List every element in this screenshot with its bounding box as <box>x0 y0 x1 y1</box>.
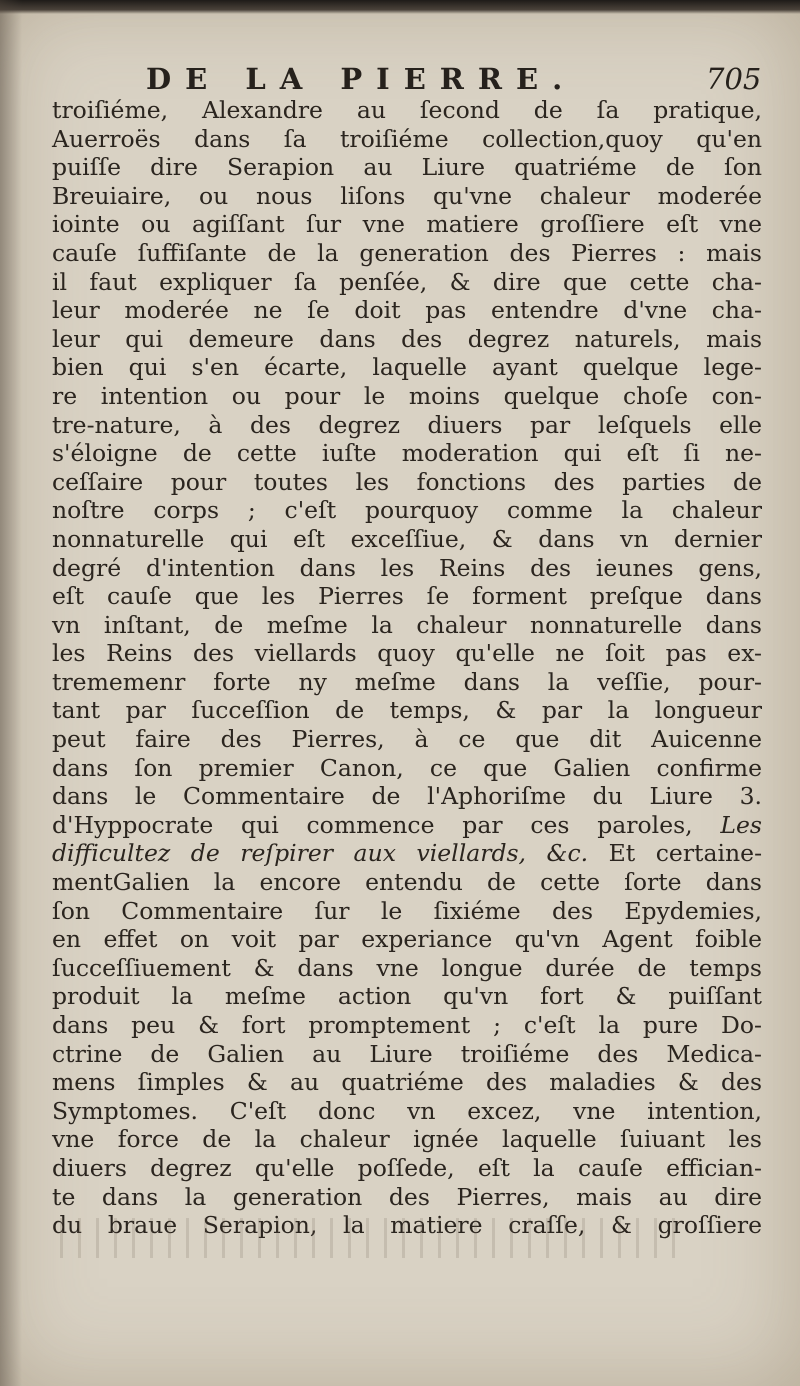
text-line <box>52 839 762 868</box>
text-line: il faut expliquer ſa penſée, & dire que cette cha- <box>52 267 762 296</box>
text-line: ſon Commentaire ſur le ſixiéme des Epydemies, <box>52 896 762 925</box>
text-line: Symptomes. C'eſt donc vn excez, vne intention, <box>52 1096 762 1125</box>
text-line: ceſſaire pour toutes les fonctions des parties de <box>52 467 762 496</box>
text-line: les Reins des viellards quoy qu'elle ne ſoit pas ex- <box>52 639 762 668</box>
text-line: diuers degrez qu'elle poſſede, eſt la cauſe effician- <box>52 1153 762 1182</box>
text-line: noſtre corps ; c'eſt pourquoy comme la chaleur <box>52 496 762 525</box>
text-line: ctrine de Galien au Liure troiſiéme des Medica- <box>52 1039 762 1068</box>
text-line: en effet on voit par experiance qu'vn Agent foible <box>52 925 762 954</box>
text-line: troiſiéme, Alexandre au ſecond de ſa pratique, <box>52 96 762 124</box>
text-line: trememenr forte ny meſme dans la veſſie, pour- <box>52 667 762 696</box>
text-line: peut faire des Pierres, à ce que dit Auicenne <box>52 725 762 754</box>
italic-quote: difficultez de reſpirer aux viellards, &c. <box>52 839 589 868</box>
text-line: ſucceſſiuement & dans vne longue durée de temps <box>52 953 762 982</box>
text-line: leur qui demeure dans des degrez naturels, mais <box>52 324 762 353</box>
body-text <box>52 96 762 1240</box>
text-line: bien qui s'en écarte, laquelle ayant quelque lege- <box>52 353 762 382</box>
text-line: mentGalien la encore entendu de cette ſorte dans <box>52 868 762 897</box>
text-line: leur moderée ne ſe doit pas entendre d'vne cha- <box>52 296 762 325</box>
page-number: 705 <box>706 62 762 96</box>
text-line: Breuiaire, ou nous liſons qu'vne chaleur moderée <box>52 181 762 210</box>
text-line: te dans la generation des Pierres, mais au dire <box>52 1182 762 1211</box>
running-head-title: DE LA PIERRE. <box>146 62 577 96</box>
text-line: Auerroës dans ſa troiſiéme collection,quoy qu'en <box>52 124 762 153</box>
text-line: vn inſtant, de meſme la chaleur nonnaturelle dans <box>52 610 762 639</box>
text-line: nonnaturelle qui eſt exceſſiue, & dans vn dernier <box>52 524 762 553</box>
text-line: tant par ſucceſſion de temps, & par la longueur <box>52 696 762 725</box>
text-line: puiſſe dire Serapion au Liure quatriéme de ſon <box>52 153 762 182</box>
text-line: produit la meſme action qu'vn fort & puiſſant <box>52 982 762 1011</box>
text-line-roman: Et certaine- <box>588 839 763 868</box>
text-line-roman: d'Hyppocrate qui commence par ces paroles, <box>52 810 721 839</box>
text-line: iointe ou agiſſant ſur vne matiere groſſiere eſt vne <box>52 210 762 239</box>
italic-quote-start: Les <box>720 810 762 839</box>
text-line: vne force de la chaleur ignée laquelle ſuiuant les <box>52 1125 762 1154</box>
text-line <box>52 811 762 840</box>
bleed-through-texture <box>60 1218 680 1258</box>
text-line: dans ſon premier Canon, ce que Galien confirme <box>52 753 762 782</box>
text-line: dans peu & fort promptement ; c'eſt la pure Do- <box>52 1011 762 1039</box>
text-line: tre-nature, à des degrez diuers par leſquels elle <box>52 410 762 439</box>
page-gutter-shadow <box>0 0 22 1386</box>
text-line: dans le Commentaire de l'Aphoriſme du Liure 3. <box>52 782 762 811</box>
text-line: du braue Serapion, la matiere craſſe, & groſſiere <box>52 1211 762 1240</box>
text-line: re intention ou pour le moins quelque choſe con- <box>52 381 762 410</box>
text-line: degré d'intention dans les Reins des ieunes gens, <box>52 553 762 582</box>
text-line: cauſe ſuffiſante de la generation des Pierres : mais <box>52 238 762 267</box>
page-top-edge <box>0 0 800 14</box>
running-head <box>0 58 800 98</box>
text-line: eſt cauſe que les Pierres ſe forment preſque dans <box>52 582 762 611</box>
text-line: s'éloigne de cette iuſte moderation qui eſt ſi ne- <box>52 439 762 468</box>
text-line: mens ſimples & au quatriéme des maladies & des <box>52 1068 762 1097</box>
